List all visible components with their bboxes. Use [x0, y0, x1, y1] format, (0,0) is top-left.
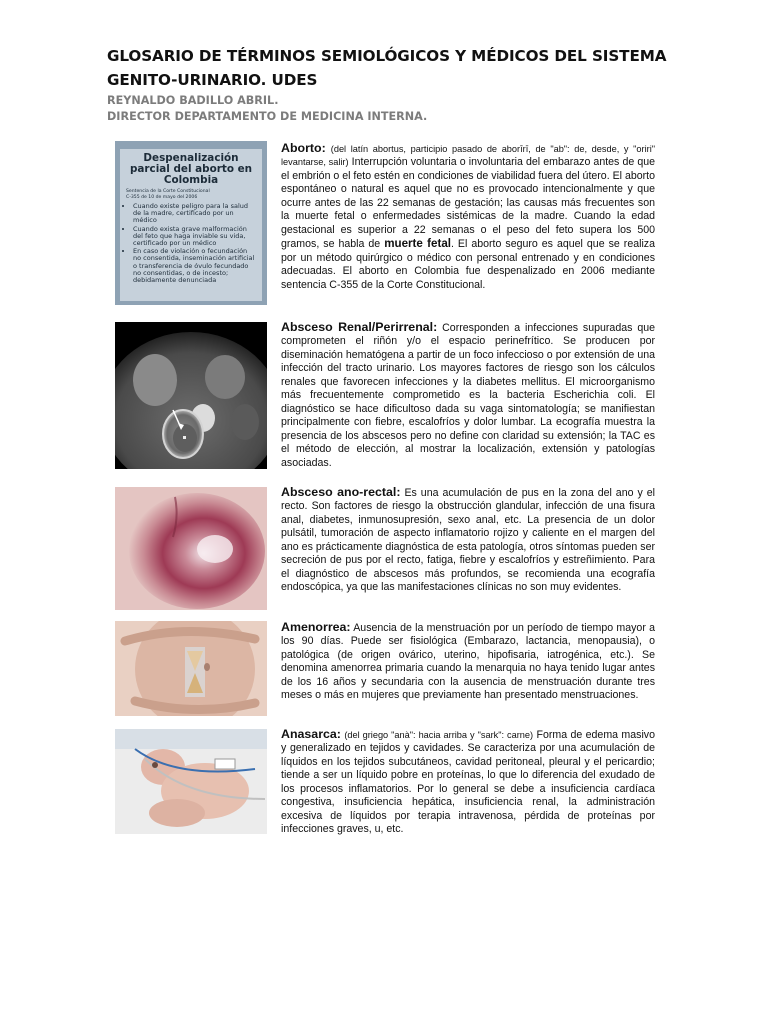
- glossary-entry-absceso-renal: [281, 321, 655, 470]
- poster-bullet: • En caso de violación o fecundación no consentida, inseminación artificial o transferencia de óvulo fecundado no consentidas, o de incesto; debidamente denunciada: [133, 248, 256, 284]
- ct-scan-image: [115, 322, 267, 469]
- poster-title: Despenalización parcial del aborto en Colombia: [129, 152, 253, 186]
- anasarca-infant-image: [115, 729, 267, 834]
- poster-card: [120, 149, 262, 301]
- poster-bullet: • Cuando exista grave malformación del feto que haga inviable su vida, certificado por un médico: [133, 226, 256, 248]
- glossary-entry-anasarca: [281, 728, 655, 837]
- entry-etymology: (del latín abortus, participio pasado de aborīrī, de "ab": de, desde, y "oriri" levantarse, salir): [281, 144, 655, 168]
- entry-term: Anasarca:: [281, 727, 341, 741]
- document-title: GLOSARIO DE TÉRMINOS SEMIOLÓGICOS Y MÉDICOS DEL SISTEMA GENITO-URINARIO. UDES: [107, 47, 667, 89]
- poster-bullets: [126, 203, 256, 284]
- ct-scan-drawing: [115, 322, 267, 469]
- author-name: REYNALDO BADILLO ABRIL.: [107, 94, 279, 107]
- entry-term: Amenorrea:: [281, 620, 351, 634]
- infant-photo-drawing: [115, 729, 267, 834]
- entry-emphasis: muerte fetal: [384, 237, 451, 251]
- glossary-entry-amenorrea: [281, 621, 655, 703]
- poster-bullet: • Cuando existe peligro para la salud de la madre, certificado por un médico: [133, 203, 256, 225]
- entry-definition-cont: . El aborto seguro es aquel que se realiza por un método quirúrgico o médico con personal entrenado y en condiciones adecuadas. El aborto en Colombia fue despenalizado en 2006 mediante sentencia C-355 de la Corte Constitucional.: [281, 238, 655, 291]
- abortion-poster-image: [115, 141, 267, 305]
- glossary-entry-absceso-anorectal: [281, 486, 655, 595]
- poster-subtitle: Sentencia de la Corte Constitucional: [126, 189, 210, 194]
- poster-subtitle-date: C-355 de 10 de mayo del 2006: [126, 195, 198, 200]
- abscess-photo-drawing: [115, 487, 267, 610]
- entry-term: Absceso ano-rectal:: [281, 485, 401, 499]
- entry-definition: Corresponden a infecciones supuradas que comprometen el riñón y/o el espacio perinefrítico. Se producen por diseminación hematógena a partir de un foco infeccioso o por extensión de una infección del tracto urinario. Los mayores factores de riesgo son los cálculos renales que favorecen infecciones y la diabetes mellitus. El microorganismo más frecuentemente comprometido es la bacteria Escherichia coli. El diagnóstico se hace dificultoso dada su vaga sintomatología; se manifiestan principalmente con fiebre, escalofríos y dolor lumbar. La ecografía muestra la presencia de los abscesos pero no define con claridad su extensión; la TAC es el método de elección, al mostrar la localización, extensión y patologías asociadas.: [281, 322, 655, 469]
- author-role: DIRECTOR DEPARTAMENTO DE MEDICINA INTERNA.: [107, 110, 428, 123]
- entry-definition: Interrupción voluntaria o involuntaria del embarazo antes de que el embrión o el feto estén en condiciones de viabilidad fuera del útero. El aborto espontáneo o natural es aquel que no es provocado intencionalmente y que ocurre antes de las 22 semanas de gestación; las causas más frecuentes son la muerte fetal o enfermedades sistémicas de la madre. Cuando la edad gestacional es superior a 22 semanas o el peso del feto supera los 500 gramos, se habla de: [281, 156, 655, 251]
- anorectal-abscess-image: [115, 487, 267, 610]
- entry-term: Absceso Renal/Perirrenal:: [281, 320, 438, 334]
- glossary-entry-aborto: [281, 142, 655, 292]
- hourglass-photo-drawing: [115, 621, 267, 716]
- entry-term: Aborto:: [281, 141, 326, 155]
- entry-definition: Es una acumulación de pus en la zona del ano y el recto. Son factores de riesgo la obstrucción glandular, infección de una fisura anal, diabetes, inmunosupresión, sexo anal, etc. La presencia de un dolor pulsátil, tumoración de aspecto inflamatorio rojizo y caliente en el margen del ano es prácticamente diagnóstica de esta patología, otros síntomas pueden ser secreción de pus por el recto, fatiga, fiebre y escalofríos y estreñimiento. Para el diagnóstico de abscesos más profundos, se recomienda una ecografía endoscópica, ya que las manifestaciones clínicas no son muy evidentes.: [281, 487, 655, 594]
- entry-definition: Forma de edema masivo y generalizado en tejidos y cavidades. Se caracteriza por una acumulación de líquidos en los tejidos subcutáneos, cavidad peritoneal, pleural y el pericardio; tiende a ser un líquido pobre en proteínas, lo que lo diferencia del exudado de los procesos inflamatorios. Por lo general se debe a insuficiencia cardíaca congestiva, insuficiencia hepática, insuficiencia renal, la administración excesiva de líquidos por terapia intravenosa, pérdida de proteínas por infecciones graves, u, etc.: [281, 729, 655, 836]
- author-block: [107, 93, 667, 125]
- entry-etymology: (del griego "anà": hacia arriba y "sark": carne): [344, 730, 534, 740]
- amenorrhea-image: [115, 621, 267, 716]
- entry-definition: Ausencia de la menstruación por un período de tiempo mayor a los 90 días. Puede ser fisiológica (Embarazo, lactancia, menopausia), o patológica (de origen ovárico, uterino, hipofisaria, iatrogénica, etc.). Se denomina amenorrea primaria cuando la menarquia no haya tenido lugar antes de los 16 años y secundaria con la ausencia de menstruación durante tres meses o más en mujeres que previamente han presentado menstruaciones.: [281, 622, 655, 702]
